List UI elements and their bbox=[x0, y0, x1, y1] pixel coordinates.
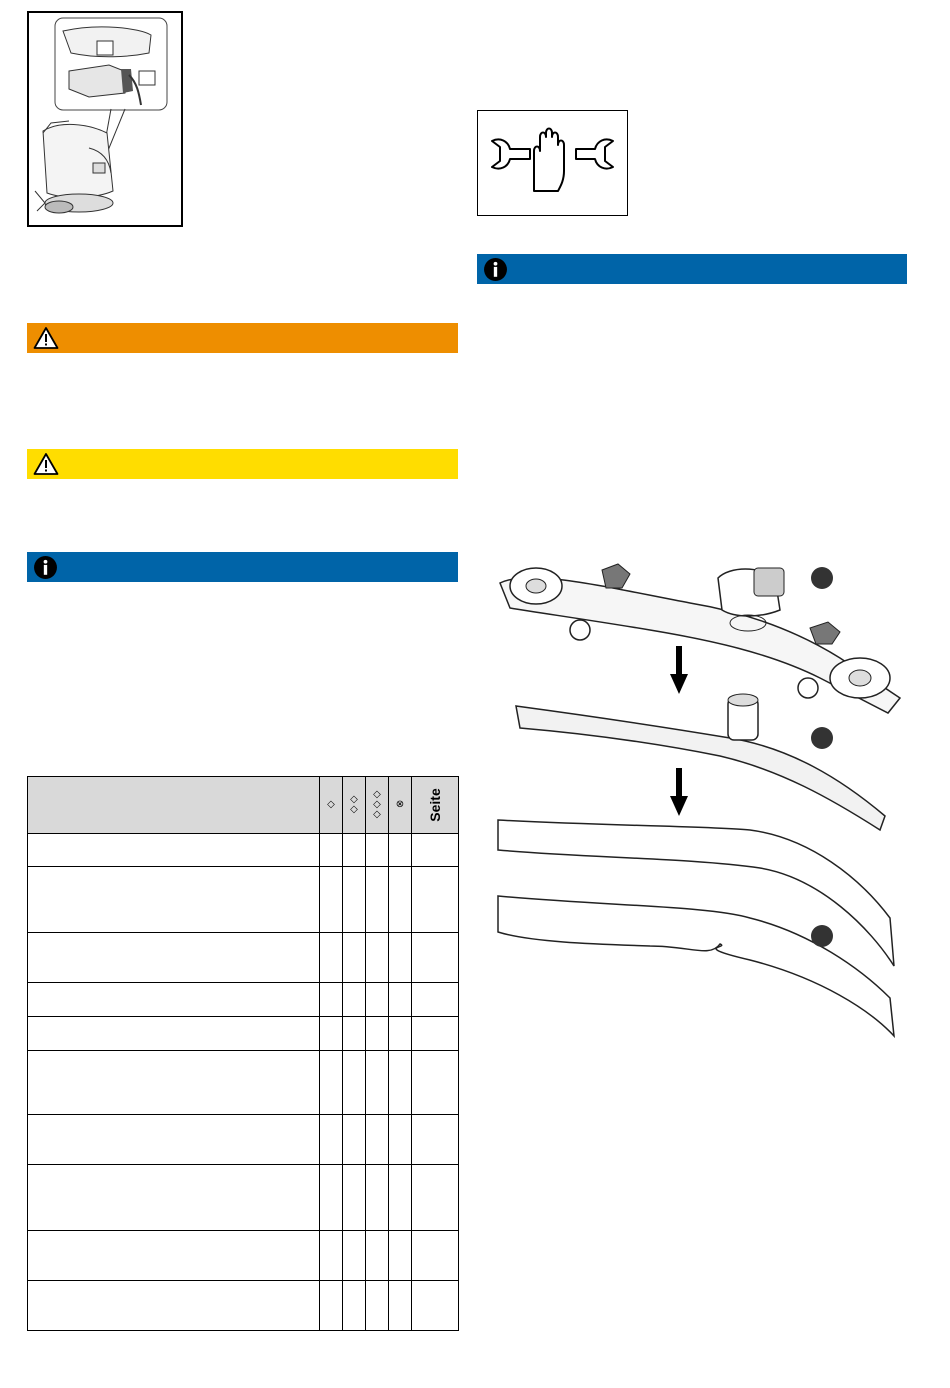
table-cell-interval bbox=[389, 983, 412, 1017]
maintenance-table bbox=[27, 776, 459, 1331]
table-cell-interval bbox=[320, 1051, 343, 1115]
table-cell-interval bbox=[343, 1115, 366, 1165]
table-cell-page bbox=[412, 933, 459, 983]
seite-label: Seite bbox=[427, 788, 443, 822]
table-cell-page bbox=[412, 1051, 459, 1115]
table-cell-interval bbox=[320, 834, 343, 867]
table-cell-interval bbox=[389, 834, 412, 867]
caution-triangle-icon bbox=[33, 452, 59, 476]
table-row bbox=[28, 1281, 459, 1331]
header-symbol-2: ◇ ◇ bbox=[343, 777, 366, 834]
table-cell-interval bbox=[366, 1281, 389, 1331]
table-cell-page bbox=[412, 1231, 459, 1281]
table-cell-interval bbox=[366, 933, 389, 983]
table-cell-interval bbox=[389, 1231, 412, 1281]
info-banner-left bbox=[27, 552, 458, 582]
header-seite bbox=[412, 777, 459, 834]
table-cell-interval bbox=[389, 1165, 412, 1231]
table-cell-interval bbox=[343, 933, 366, 983]
table-cell-interval bbox=[366, 1115, 389, 1165]
table-row bbox=[28, 933, 459, 983]
table-row bbox=[28, 1051, 459, 1115]
table-cell-interval bbox=[320, 1165, 343, 1231]
table-cell-interval bbox=[389, 867, 412, 933]
table-cell-description bbox=[28, 1051, 320, 1115]
caution-banner bbox=[27, 449, 458, 479]
header-symbol-3: ◇ ◇ ◇ bbox=[366, 777, 389, 834]
table-row bbox=[28, 1115, 459, 1165]
machine-figure bbox=[27, 11, 183, 227]
table-cell-page bbox=[412, 1281, 459, 1331]
table-cell-interval bbox=[320, 1017, 343, 1051]
table-cell-interval bbox=[320, 867, 343, 933]
table-row bbox=[28, 1165, 459, 1231]
table-header-row bbox=[28, 777, 459, 834]
table-cell-page bbox=[412, 834, 459, 867]
table-cell-interval bbox=[366, 1051, 389, 1115]
table-cell-interval bbox=[320, 1231, 343, 1281]
table-cell-interval bbox=[366, 1165, 389, 1231]
info-icon bbox=[33, 555, 58, 580]
squeegee-assembly-icon bbox=[490, 548, 910, 1048]
header-symbol-4: ⊗ bbox=[389, 777, 412, 834]
warning-banner bbox=[27, 323, 458, 353]
table-cell-interval bbox=[343, 1281, 366, 1331]
info-banner-right bbox=[477, 254, 907, 284]
table-cell-interval bbox=[366, 1231, 389, 1281]
table-cell-interval bbox=[366, 867, 389, 933]
table-cell-interval bbox=[320, 1115, 343, 1165]
table-row bbox=[28, 1231, 459, 1281]
table-cell-interval bbox=[320, 983, 343, 1017]
cleaning-machine-detail-icon bbox=[29, 13, 181, 225]
table-cell-description bbox=[28, 1231, 320, 1281]
table-cell-interval bbox=[366, 834, 389, 867]
table-cell-description bbox=[28, 1115, 320, 1165]
table-cell-page bbox=[412, 867, 459, 933]
table-cell-page bbox=[412, 983, 459, 1017]
table-cell-interval bbox=[389, 1115, 412, 1165]
table-cell-interval bbox=[366, 1017, 389, 1051]
wrench-hand-wrench-icon bbox=[478, 111, 627, 215]
table-cell-interval bbox=[343, 1165, 366, 1231]
table-row bbox=[28, 1017, 459, 1051]
table-cell-interval bbox=[343, 983, 366, 1017]
table-cell-description bbox=[28, 1281, 320, 1331]
warning-triangle-icon bbox=[33, 326, 59, 350]
header-symbol-1: ◇ bbox=[320, 777, 343, 834]
table-cell-description bbox=[28, 834, 320, 867]
table-cell-description bbox=[28, 983, 320, 1017]
table-cell-page bbox=[412, 1017, 459, 1051]
table-cell-interval bbox=[343, 1051, 366, 1115]
table-cell-interval bbox=[320, 1281, 343, 1331]
table-cell-description bbox=[28, 933, 320, 983]
table-cell-interval bbox=[389, 1281, 412, 1331]
header-description bbox=[28, 777, 320, 834]
table-cell-interval bbox=[389, 1051, 412, 1115]
table-cell-interval bbox=[343, 867, 366, 933]
table-cell-description bbox=[28, 1165, 320, 1231]
table-cell-interval bbox=[389, 1017, 412, 1051]
table-cell-page bbox=[412, 1115, 459, 1165]
table-row bbox=[28, 834, 459, 867]
tool-icon-box bbox=[477, 110, 628, 216]
table-row bbox=[28, 983, 459, 1017]
table-cell-description bbox=[28, 867, 320, 933]
info-icon bbox=[483, 257, 508, 282]
table-cell-interval bbox=[343, 1231, 366, 1281]
table-cell-interval bbox=[366, 983, 389, 1017]
table-cell-interval bbox=[389, 933, 412, 983]
table-cell-interval bbox=[343, 1017, 366, 1051]
table-row bbox=[28, 867, 459, 933]
table-cell-page bbox=[412, 1165, 459, 1231]
table-cell-description bbox=[28, 1017, 320, 1051]
table-cell-interval bbox=[343, 834, 366, 867]
table-cell-interval bbox=[320, 933, 343, 983]
